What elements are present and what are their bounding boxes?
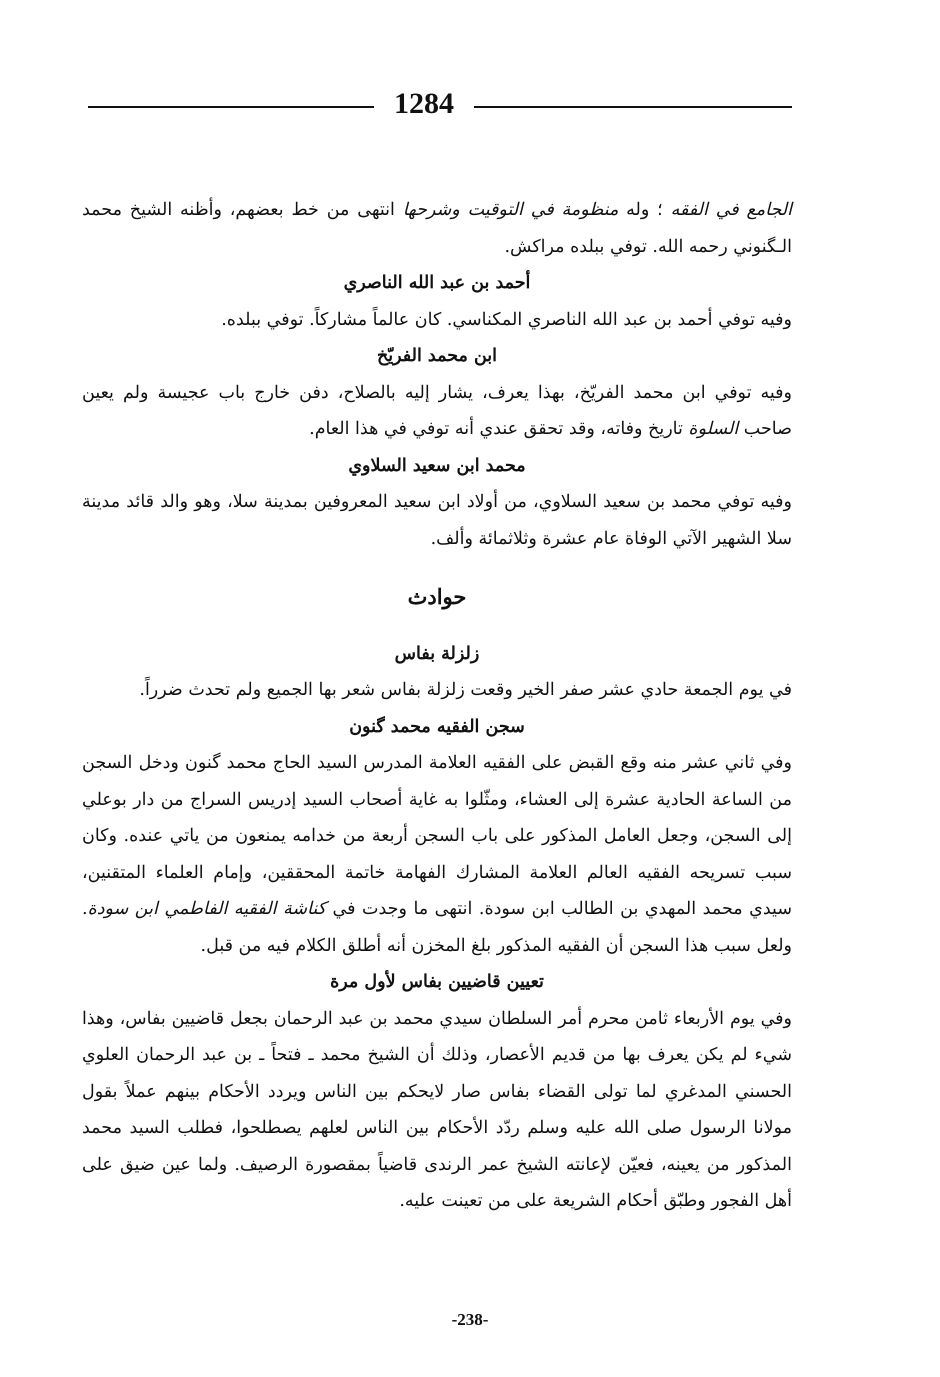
header-rule-left [88, 106, 374, 108]
heading-imprisonment: سجن الفقيه محمد گنون [349, 716, 525, 737]
work-title-italic: منظومة في التوقيت وشرحها [402, 200, 619, 220]
paragraph-earthquake: في يوم الجمعة حادي عشر صفر الخير وقعت زلزلة بفاس شعر بها الجميع ولم تحدث ضرراً. [139, 680, 792, 700]
heading-two-judges: تعيين قاضيين بفاس لأول مرة [330, 972, 544, 992]
heading-ahmad-al-nasiri: أحمد بن عبد الله الناصري [343, 273, 531, 293]
paragraph-continuation: الجامع في الفقه ؛ وله منظومة في التوقيت وشرحها انتهى من خط بعضهم، وأظنه الشيخ محمد الـگنوني رحمه الله. توفي ببلده مراكش. [82, 200, 792, 257]
header-year: 1284 [394, 87, 454, 120]
heading-earthquake: زلزلة بفاس [394, 643, 480, 664]
paragraph-ibn-muhammad-al-furaykh: وفيه توفي ابن محمد الفريّخ، بهذا يعرف، يشار إليه بالصلاح، دفن خارج باب عجيسة ولم يعين صاحب السلوة تاريخ وفاته، وقد تحقق عندي أنه توفي في هذا العام. [82, 382, 792, 439]
source-title-italic: كناشة الفقيه الفاطمي ابن سودة [87, 899, 326, 919]
paragraph-imprisonment: وفي ثاني عشر منه وقع القبض على الفقيه العلامة المدرس السيد الحاج محمد گنون ودخل السجن من الساعة الحادية عشرة إلى العشاء، ومثّلوا به غاية أصحاب السيد إدريس السراج من دار بوعلي إلى السجن، وجعل العامل المذكور على باب السجن أربعة من خدامه يمنعون من ياتي عنده. وكان سبب تسريحه الفقيه العالم العلامة المشارك الفهامة خاتمة المحققين، وإمام العلماء المتقنين، سيدي محمد المهدي بن الطالب ابن سودة. انتهى ما وجدت في كناشة الفقيه الفاطمي ابن سودة. ولعل سبب هذا السجن أن الفقيه المذكور بلغ المخزن أنه أطلق الكلام فيه من قبل. [82, 753, 792, 956]
page-number: -238- [451, 1310, 489, 1329]
book-title-italic: السلوة [688, 419, 739, 439]
paragraph-ahmad-al-nasiri: وفيه توفي أحمد بن عبد الله الناصري المكناسي. كان عالماً مشاركاً. توفي ببلده. [221, 309, 792, 330]
heading-muhammad-ibn-said: محمد ابن سعيد السلاوي [348, 455, 526, 476]
book-title-italic: الجامع في الفقه [670, 200, 792, 220]
page-header [0, 84, 940, 124]
header-rule-right [474, 106, 792, 108]
paragraph-muhammad-ibn-said: وفيه توفي محمد بن سعيد السلاوي، من أولاد ابن سعيد المعروفين بمدينة سلا، وهو والد قائد مدينة سلا الشهير الآتي الوفاة عام عشرة وثلاثمائة وألف. [82, 492, 792, 549]
section-title-events: حوادث [407, 584, 467, 609]
paragraph-two-judges: وفي يوم الأربعاء ثامن محرم أمر السلطان سيدي محمد بن عبد الرحمان بجعل قاضيين بفاس، وهذا شيء لم يكن يعرف بها من قديم الأعصار، وذلك أن الشيخ محمد ـ فتحاً ـ بن عبد الرحمان العلوي الحسني المدغري لما تولى القضاء بفاس صار لايحكم بين الناس ويردد الأحكام بينهم عملاً بقول مولانا الرسول صلى الله عليه وسلم ردّد الأحكام بين الناس لعلهم يصطلحوا، فطلب السيد محمد المذكور من يعينه، فعيّن لإعانته الشيخ عمر الرندى قاضياً بمقصورة الرصيف. ولما عين ضيق على أهل الفجور وطبّق أحكام الشريعة على من تعينت عليه. [82, 1008, 792, 1211]
page-body [82, 192, 792, 1220]
heading-ibn-muhammad-al-furaykh: ابن محمد الفريّخ [376, 346, 498, 366]
